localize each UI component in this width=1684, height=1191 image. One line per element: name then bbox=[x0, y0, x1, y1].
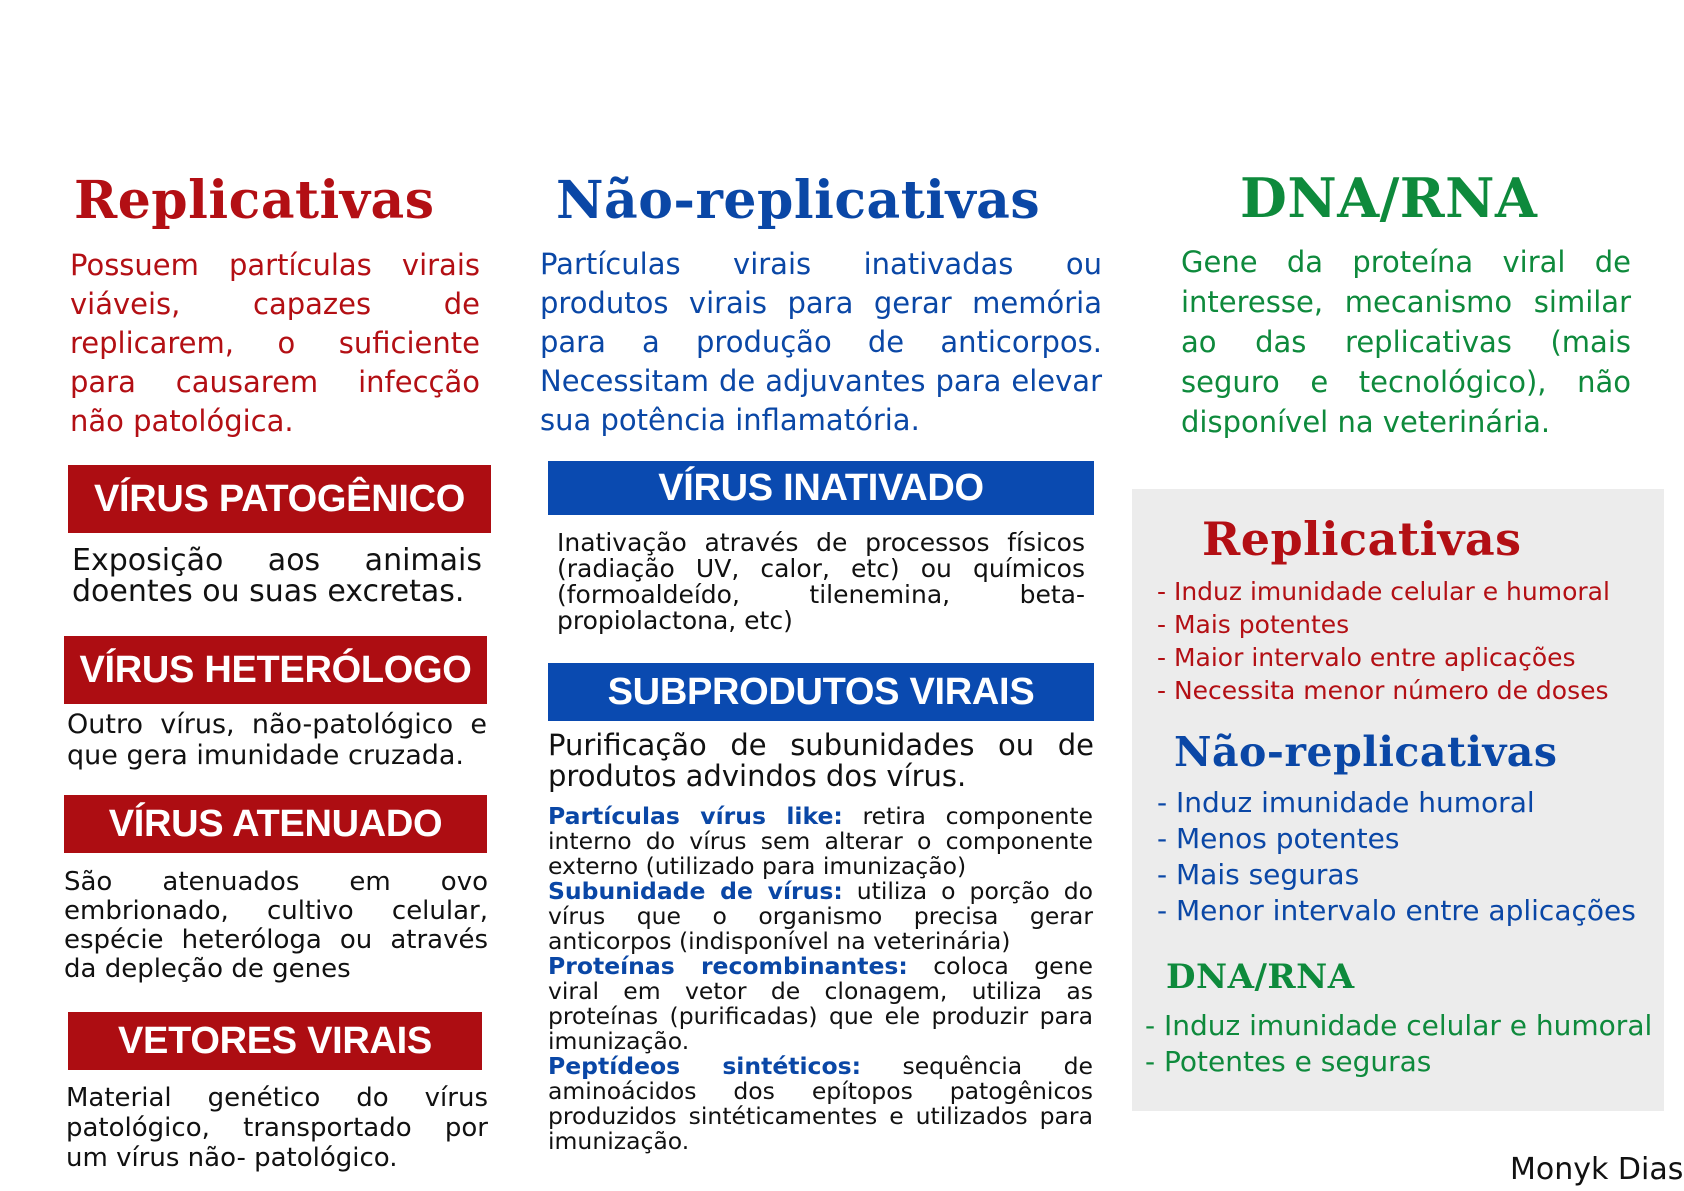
summary-replicativas-title: Replicativas bbox=[1202, 512, 1522, 566]
summary-dna-rna-title: DNA/RNA bbox=[1166, 957, 1355, 997]
summary-nao-replicativas-list bbox=[1157, 785, 1636, 929]
summary-replicativas-list bbox=[1157, 575, 1610, 707]
subitem-subunidade-de-virus bbox=[548, 879, 1093, 954]
subitem-text: utiliza o porção do vírus que o organismo precisa gerar anticorpos (indisponível na veterinária) bbox=[548, 877, 1093, 955]
author-signature: Monyk Dias bbox=[1510, 1152, 1684, 1187]
subitem-proteinas-recombinantes bbox=[548, 954, 1093, 1054]
subprodutos-subitems bbox=[548, 804, 1093, 1154]
virus-inativado-header: VÍRUS INATIVADO bbox=[548, 461, 1094, 515]
virus-atenuado-header: VÍRUS ATENUADO bbox=[64, 795, 487, 853]
replicativas-title: Replicativas bbox=[74, 170, 435, 231]
virus-patogenico-header: VÍRUS PATOGÊNICO bbox=[68, 465, 491, 533]
subitem-term: Subunidade de vírus: bbox=[548, 877, 843, 905]
summary-nao-replicativas-title: Não-replicativas bbox=[1174, 728, 1558, 776]
virus-inativado-text: Inativação através de processos físicos (radiação UV, calor, etc) ou químicos (formoaldeído, tilenemina, beta-propiolactona, etc) bbox=[557, 528, 1085, 635]
list-item: - Maior intervalo entre aplicações bbox=[1157, 643, 1576, 672]
subitem-text: coloca gene viral em vetor de clonagem, utiliza as proteínas (purificadas) que ele produzir para imunização. bbox=[548, 952, 1093, 1055]
vetores-virais-text: Material genético do vírus patológico, transportado por um vírus não- patológico. bbox=[66, 1083, 488, 1173]
list-item: - Menor intervalo entre aplicações bbox=[1157, 894, 1636, 927]
subitem-particulas-virus-like bbox=[548, 804, 1093, 879]
nao-replicativas-title: Não-replicativas bbox=[556, 170, 1041, 231]
subitem-peptideos-sinteticos bbox=[548, 1054, 1093, 1154]
summary-dna-rna-list bbox=[1145, 1008, 1652, 1080]
virus-heterologo-header: VÍRUS HETERÓLOGO bbox=[64, 636, 487, 704]
list-item: - Induz imunidade humoral bbox=[1157, 786, 1535, 819]
list-item: - Potentes e seguras bbox=[1145, 1045, 1432, 1078]
subprodutos-virais-text: Purificação de subunidades ou de produtos advindos dos vírus. bbox=[548, 728, 1094, 793]
list-item: - Mais potentes bbox=[1157, 610, 1350, 639]
list-item: - Mais seguras bbox=[1157, 858, 1360, 891]
list-item: - Induz imunidade celular e humoral bbox=[1145, 1009, 1653, 1042]
subitem-term: Peptídeos sintéticos: bbox=[548, 1052, 862, 1080]
list-item: - Induz imunidade celular e humoral bbox=[1157, 577, 1610, 606]
subitem-text: retira componente interno do vírus sem alterar o componente externo (utilizado para imunização) bbox=[548, 802, 1093, 880]
virus-heterologo-text: Outro vírus, não-patológico e que gera imunidade cruzada. bbox=[67, 709, 487, 771]
subitem-text: sequência de aminoácidos dos epítopos patogênicos produzidos sintéticamentes e utilizados para imunização. bbox=[548, 1052, 1093, 1155]
nao-replicativas-description: Partículas virais inativadas ou produtos virais para gerar memória para a produção de anticorpos. Necessitam de adjuvantes para elevar sua potência inflamatória. bbox=[540, 247, 1102, 437]
virus-atenuado-text: São atenuados em ovo embrionado, cultivo celular, espécie heteróloga ou através da depleção de genes bbox=[64, 867, 488, 984]
subprodutos-virais-header: SUBPRODUTOS VIRAIS bbox=[548, 663, 1094, 721]
subitem-term: Partículas vírus like: bbox=[548, 802, 843, 830]
list-item: - Necessita menor número de doses bbox=[1157, 676, 1609, 705]
vetores-virais-header: VETORES VIRAIS bbox=[68, 1012, 482, 1070]
list-item: - Menos potentes bbox=[1157, 822, 1400, 855]
subitem-term: Proteínas recombinantes: bbox=[548, 952, 908, 980]
replicativas-description: Possuem partículas virais viáveis, capazes de replicarem, o suficiente para causarem infecção não patológica. bbox=[70, 248, 480, 438]
dna-rna-description: Gene da proteína viral de interesse, mecanismo similar ao das replicativas (mais seguro e tecnológico), não disponível na veterinária. bbox=[1181, 245, 1631, 439]
virus-patogenico-text: Exposição aos animais doentes ou suas excretas. bbox=[72, 543, 482, 609]
dna-rna-title: DNA/RNA bbox=[1240, 166, 1538, 230]
